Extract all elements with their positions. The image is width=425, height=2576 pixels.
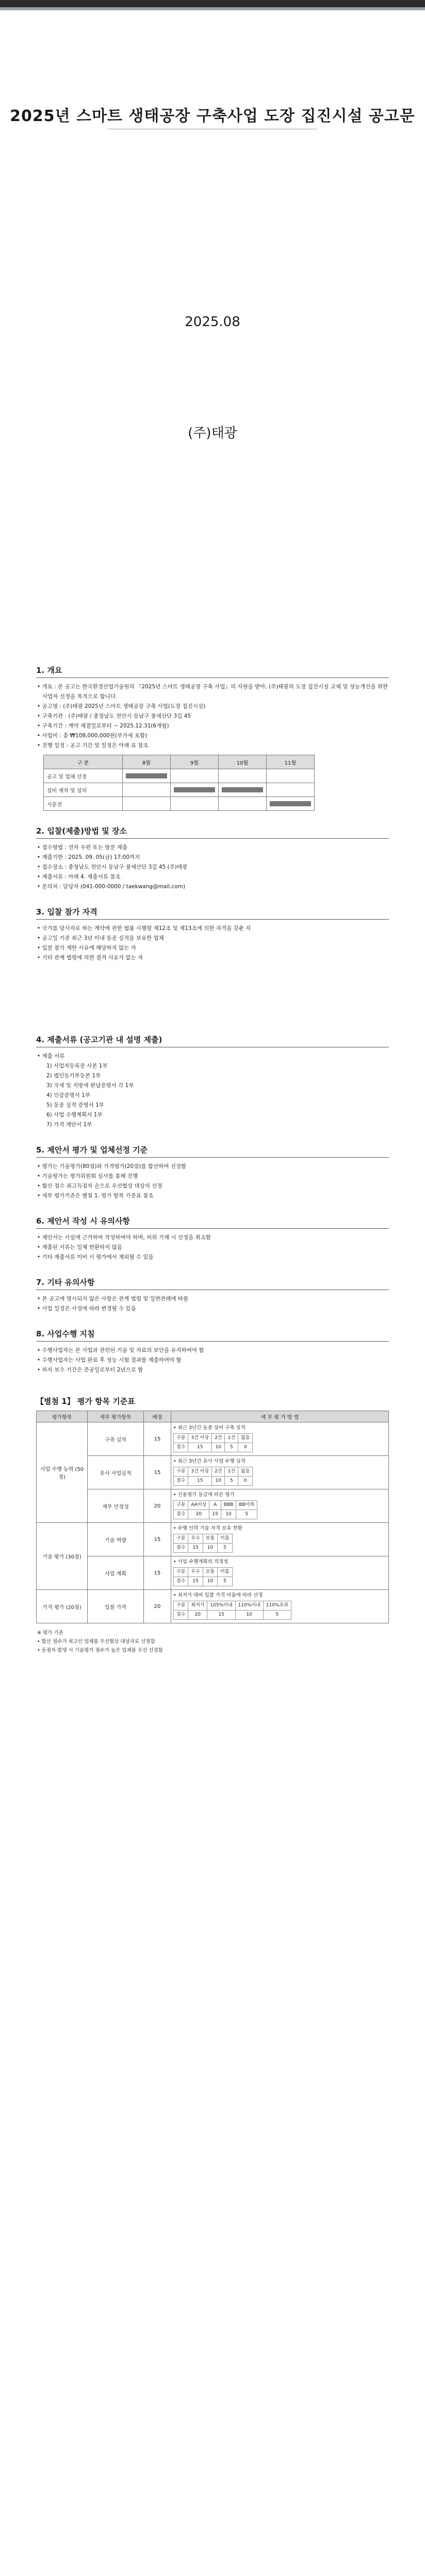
eval-score-cell: BB이하 [236,1501,257,1510]
eval-score-cell: 5 [236,1510,257,1519]
eval-score-row [174,1443,253,1452]
eval-score-cell: 5 [225,1477,238,1486]
eval-score-cell: 우수 [188,1568,203,1577]
eval-item-score: 15 [144,1422,171,1456]
eval-score-row [174,1611,291,1620]
eval-score-cell: 20 [188,1611,207,1620]
table-row [37,1489,389,1523]
note-line: • 합산 점수가 최고인 업체를 우선협상 대상자로 선정함 [37,1639,155,1645]
eval-item-desc [171,1556,389,1590]
eval-score-cell: 10 [221,1510,236,1519]
eval-score-cell: 10 [235,1611,263,1620]
eval-item-desc [171,1422,389,1456]
section-line: • 공고명 : (주)태광 2025년 스마트 생태공장 구축 사업(도장 집진시설) [37,703,206,709]
eval-item-name: 기술 역량 [88,1523,144,1556]
eval-score-cell: 0 [238,1443,252,1452]
section-1 [36,665,389,811]
eval-desc-text: • 신용평가 등급에 따른 평가 [173,1492,235,1498]
schedule-header: 9월 [171,755,219,769]
eval-score-cell: 10 [203,1577,217,1586]
eval-score-cell: 구분 [174,1434,188,1443]
eval-score-cell: 구분 [174,1467,188,1477]
section-line: 7) 가격 제안서 1부 [46,1122,92,1128]
eval-score-cell: 점수 [174,1577,188,1586]
section-line: • 개요 : 본 공고는 한국환경산업기술원의 『2025년 스마트 생태공장 구축 사업』의 지원을 받아, (주)태광의 도장 집진시설 교체 및 성능개선을 위한 사업자 선정을 목적으로 합니다. [37,684,388,700]
section-line: 6) 사업 수행계획서 1부 [46,1112,103,1118]
section-line: • 제안서는 사실에 근거하여 작성하여야 하며, 허위 기재 시 선정을 취소함 [37,1234,211,1241]
eval-item-score: 20 [144,1489,171,1523]
eval-score-cell: 2건 [212,1434,225,1443]
eval-score-cell: 점수 [174,1443,188,1452]
eval-item-desc [171,1523,389,1556]
section-line: • 사업 일정은 사정에 따라 변경될 수 있음 [37,1306,136,1312]
eval-score-cell: 점수 [174,1510,188,1519]
eval-item-name: 재무 안정성 [88,1489,144,1523]
section-line: • 하자 보수 기간은 준공일로부터 2년으로 함 [37,1367,143,1373]
schedule-row-label: 설비 제작 및 설치 [44,783,123,797]
eval-score-cell: 점수 [174,1477,188,1486]
eval-category: 가격 평가 (20점) [37,1590,88,1623]
section-3 [36,906,389,1020]
eval-score-cell: 구분 [174,1601,188,1611]
eval-category: 기술 평가 (30점) [37,1523,88,1590]
section-line: • 사업비 : 총 ₩108,000,000원(부가세 포함) [37,733,148,739]
eval-score-row [174,1544,233,1553]
schedule-cell [123,783,171,797]
document-body [36,665,389,1655]
eval-score-cell: 5 [218,1544,232,1553]
schedule-bar [174,787,215,792]
section-rule [36,1157,389,1158]
eval-desc-text: • 최근 3년간 동종 설비 구축 실적 [173,1425,246,1431]
eval-item-desc [171,1456,389,1489]
schedule-header: 8월 [123,755,171,769]
eval-score-table [173,1500,257,1519]
schedule-bar [222,787,263,792]
section-line: • 제출된 서류는 일체 반환하지 않음 [37,1244,122,1250]
section-heading: 5. 제안서 평가 및 업체선정 기준 [36,1145,148,1155]
schedule-cell [123,769,171,783]
eval-score-row [174,1434,253,1443]
section-line: • 문의처 : 담당자 (041-000-0000 / taekwang@mail.com) [37,884,185,890]
eval-score-cell: 보통 [203,1534,217,1544]
eval-score-cell: 110%초과 [263,1601,291,1611]
eval-score-cell: 5 [225,1443,238,1452]
section-line: • 접수방법 : 전자 우편 또는 방문 제출 [37,844,128,851]
section-heading: 7. 기타 유의사항 [36,1278,95,1287]
eval-score-cell: A [209,1501,221,1510]
schedule-row-label: 시운전 [44,797,123,811]
section-line: • 제출 서류 [37,1053,65,1059]
schedule-cell [219,797,267,811]
section-line: • 기술평가는 평가위원회 심사를 통해 진행 [37,1173,138,1179]
section-line: 5) 동종 실적 증명서 1부 [46,1102,104,1108]
section-heading: 4. 제출서류 (공고기관 내 설명 제출) [36,1035,162,1044]
section-line: • 기타 제출서류 미비 시 평가에서 제외될 수 있음 [37,1254,154,1260]
eval-score-cell: 105%이내 [207,1601,235,1611]
section-line: • 접수장소 : 충청남도 천안시 동남구 풍세산단 3길 45 (주)태광 [37,864,188,870]
schedule-cell [267,783,315,797]
table-row [37,1556,389,1590]
eval-score-cell: 없음 [238,1467,252,1477]
eval-score-row [174,1467,253,1477]
eval-item-name: 사업 계획 [88,1556,144,1590]
schedule-bar [270,801,311,806]
eval-category: 사업 수행 능력 (50점) [37,1422,88,1523]
section-line: • 수행사업자는 본 사업과 관련된 기술 및 자료의 보안을 유지하여야 함 [37,1347,204,1353]
eval-score-cell: 1건 [225,1467,238,1477]
section-7 [36,1277,389,1314]
eval-score-cell: 10 [212,1477,225,1486]
section-rule [36,1228,389,1229]
eval-score-row [174,1577,233,1586]
eval-score-cell: 미흡 [218,1534,232,1544]
section-line: 1) 사업자등록증 사본 1부 [46,1063,108,1069]
eval-score-cell: 구분 [174,1568,188,1577]
schedule-table [43,755,315,811]
section-line: • 구축기간 : 계약 체결일로부터 ~ 2025.12.31(6개월) [37,723,169,729]
eval-score-cell: 미흡 [218,1568,232,1577]
eval-header: 세 부 평 가 방 법 [171,1411,389,1422]
eval-header: 평가항목 [37,1411,88,1422]
note-line: ※ 평가 기준 [37,1630,63,1636]
eval-score-cell: 보통 [203,1568,217,1577]
eval-score-cell: 점수 [174,1611,188,1620]
section-line: • 본 공고에 명시되지 않은 사항은 관계 법령 및 일반관례에 따름 [37,1296,189,1302]
section-heading: 3. 입찰 참가 자격 [36,907,97,917]
eval-score-cell: AA이상 [188,1501,209,1510]
eval-item-name: 입찰 가격 [88,1590,144,1623]
eval-item-score: 20 [144,1590,171,1623]
section-line: • 제출서류 : 아래 4. 제출서류 참조 [37,874,121,880]
page-title: 2025년 스마트 생태공장 구축사업 도장 집진시설 공고문 [10,107,415,125]
section-line: • 기타 관계 법령에 의한 결격 사유가 없는 자 [37,955,143,961]
table-row [37,1422,389,1456]
section-heading: 6. 제안서 작성 시 유의사항 [36,1216,130,1226]
section-line: • 공고일 기준 최근 3년 이내 동종 실적을 보유한 업체 [37,935,164,941]
eval-score-cell: 최저가 [188,1601,207,1611]
section-line: • 제출기한 : 2025. 09. 05(금) 17:00까지 [37,854,140,860]
eval-score-table [173,1567,233,1586]
table-row [37,1523,389,1556]
evaluation-table [36,1411,389,1623]
eval-score-cell: 15 [188,1443,212,1452]
schedule-header-row [44,755,315,769]
eval-score-cell: 2건 [212,1467,225,1477]
eval-score-row [174,1501,257,1510]
section-6 [36,1215,389,1262]
eval-header: 세부 평가항목 [88,1411,144,1422]
section-line: • 국가를 당사자로 하는 계약에 관한 법률 시행령 제12조 및 제13조에 의한 자격을 갖춘 자 [37,925,251,931]
section-line: • 구축기관 : (주)태광 / 충청남도 천안시 동남구 풍세산단 3길 45 [37,713,191,719]
eval-score-table [173,1601,291,1620]
section-rule [36,1341,389,1342]
section-rule [36,838,389,839]
schedule-header: 10월 [219,755,267,769]
eval-score-cell: 15 [188,1577,203,1586]
schedule-cell [123,797,171,811]
section-2 [36,825,389,892]
sections [36,665,389,1375]
schedule-cell [267,797,315,811]
eval-item-name: 구축 실적 [88,1422,144,1456]
eval-score-row [174,1477,253,1486]
eval-desc-text: • 사업 수행계획의 적정성 [173,1559,228,1565]
eval-desc-text: • 최저가 대비 입찰 가격 비율에 따라 산정 [173,1592,263,1598]
eval-score-cell: 15 [207,1611,235,1620]
eval-desc-text: • 최근 3년간 유사 사업 수행 실적 [173,1459,246,1464]
schedule-header: 11월 [267,755,315,769]
schedule-bar [126,773,167,778]
eval-score-cell: 20 [188,1510,209,1519]
eval-score-row [174,1510,257,1519]
table-row [37,1590,389,1623]
section-8 [36,1328,389,1375]
eval-item-score: 15 [144,1523,171,1556]
eval-score-cell: 5 [263,1611,291,1620]
eval-score-cell: 없음 [238,1434,252,1443]
eval-score-cell: 5 [218,1577,232,1586]
section-4 [36,1034,389,1130]
section-line: • 합산 점수 최고득점자 순으로 우선협상 대상자 선정 [37,1183,162,1189]
eval-header: 배점 [144,1411,171,1422]
schedule-row [44,769,315,783]
eval-score-cell: 15 [188,1477,212,1486]
section-line: 4) 인감증명서 1부 [46,1092,90,1098]
schedule-cell [171,769,219,783]
blank-space [36,963,389,1020]
eval-score-cell: BBB [221,1501,236,1510]
schedule-cell [219,769,267,783]
schedule-header: 구 분 [44,755,123,769]
section-line: • 평가는 기술평가(80점)와 가격평가(20점)를 합산하여 선정함 [37,1163,187,1170]
eval-score-cell: 10 [203,1544,217,1553]
schedule-row [44,783,315,797]
section-rule [36,677,389,678]
eval-score-cell: 0 [238,1477,252,1486]
document-date: 2025.08 [185,314,240,330]
section-line: • 수행사업자는 사업 완료 후 성능 시험 결과를 제출하여야 함 [37,1357,182,1363]
section-heading: 8. 사업수행 지침 [36,1329,95,1338]
section-line: 3) 국세 및 지방세 완납증명서 각 1부 [46,1082,134,1089]
table-row [37,1456,389,1489]
eval-score-row [174,1601,291,1611]
top-bar [0,0,425,7]
eval-header-row [37,1411,389,1422]
eval-item-score: 15 [144,1456,171,1489]
section-line: • 세부 평가기준은 별첨 1. 평가 항목 기준표 참조 [37,1193,154,1199]
eval-item-score: 15 [144,1556,171,1590]
eval-score-cell: 15 [188,1544,203,1553]
section-line: • 진행 일정 : 공고 기간 및 일정은 아래 표 참조 [37,742,149,749]
eval-table-title: 【별첨 1】 평가 항목 기준표 [36,1397,135,1406]
eval-score-cell: 10 [212,1443,225,1452]
schedule-cell [171,797,219,811]
eval-score-cell: 1건 [225,1434,238,1443]
eval-score-cell: 15 [209,1510,221,1519]
organization-name: (주)태광 [188,426,237,441]
eval-score-row [174,1534,233,1544]
eval-score-cell: 3건 이상 [188,1467,212,1477]
eval-score-cell: 110%이내 [235,1601,263,1611]
eval-score-table [173,1433,253,1452]
eval-score-cell: 3건 이상 [188,1434,212,1443]
section-rule [36,919,389,920]
eval-score-cell: 구분 [174,1534,188,1544]
eval-score-table [173,1467,253,1486]
eval-score-table [173,1534,233,1553]
schedule-cell [267,769,315,783]
notes [36,1629,389,1655]
schedule-cell [171,783,219,797]
note-line: • 동점자 발생 시 기술평가 점수가 높은 업체를 우선 선정함 [37,1648,163,1653]
eval-score-row [174,1568,233,1577]
section-heading: 1. 개요 [36,666,62,675]
section-line: • 입찰 참가 제한 사유에 해당하지 않는 자 [37,945,136,951]
eval-score-cell: 우수 [188,1534,203,1544]
eval-item-desc [171,1590,389,1623]
schedule-row [44,797,315,811]
section-heading: 2. 입찰(제출)방법 및 장소 [36,826,127,836]
eval-score-cell: 구분 [174,1501,188,1510]
schedule-cell [219,783,267,797]
schedule-row-label: 공고 및 업체 선정 [44,769,123,783]
eval-item-name: 유사 사업실적 [88,1456,144,1489]
section-line: 2) 법인등기부등본 1부 [46,1073,101,1079]
eval-item-desc [171,1489,389,1523]
eval-score-cell: 점수 [174,1544,188,1553]
eval-desc-text: • 수행 인력 기술 자격 보유 현황 [173,1526,242,1531]
section-5 [36,1144,389,1201]
